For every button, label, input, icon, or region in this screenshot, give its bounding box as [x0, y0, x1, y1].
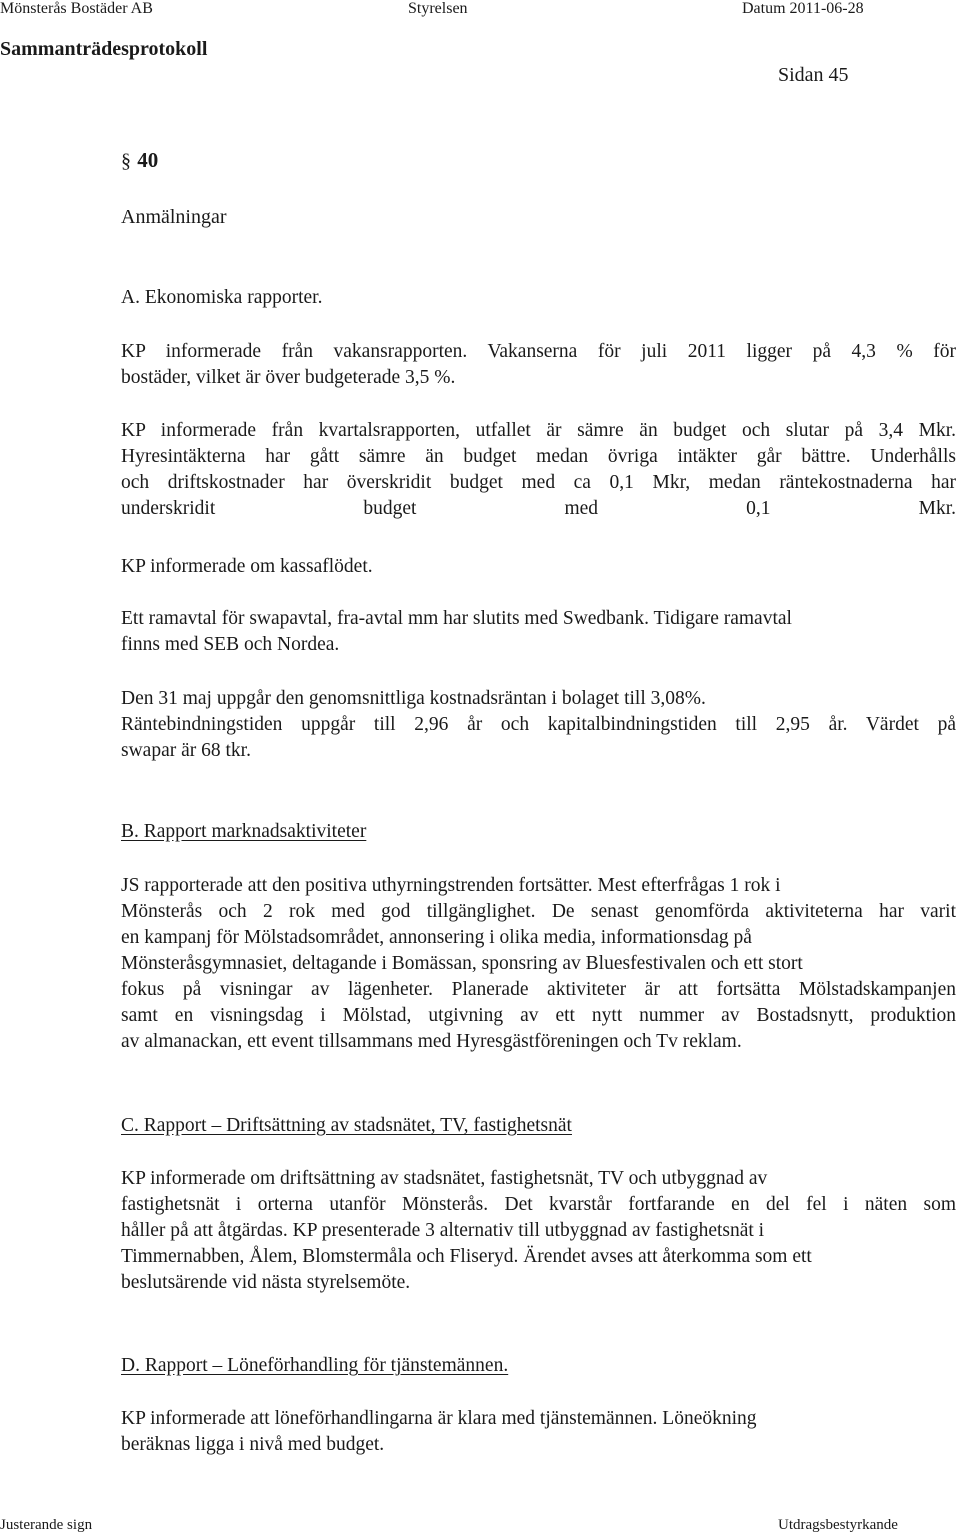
text-line: bostäder, vilket är över budgeterade 3,5 %.	[121, 367, 456, 388]
text-line: beräknas ligga i nivå med budget.	[121, 1434, 385, 1455]
section-a-paragraph-3: KP informerade om kassaflödet.	[121, 556, 373, 577]
text-line: samt en visningsdag i Mölstad, utgivning av ett nytt nummer av Bostadsnytt, produktion	[121, 1005, 956, 1026]
text-line: Den 31 maj uppgår den genomsnittliga kostnadsräntan i bolaget till 3,08%.	[121, 688, 706, 709]
text-line: KP informerade att löneförhandlingarna är klara med tjänstemännen. Löneökning	[121, 1408, 757, 1429]
document-date: Datum 2011-06-28	[742, 0, 864, 17]
paragraph-number-value: 40	[137, 148, 159, 172]
section-a-paragraph-2	[121, 418, 956, 522]
paragraph-number	[121, 148, 158, 173]
section-a-paragraph-4	[121, 606, 956, 658]
section-d-heading-text: D. Rapport – Löneförhandling för tjänstemännen.	[121, 1355, 509, 1376]
section-c-paragraph-1	[121, 1166, 956, 1296]
section-a-paragraph-1	[121, 339, 956, 391]
text-line: Mönsteråsgymnasiet, deltagande i Bomässan, sponsring av Bluesfestivalen och ett stort	[121, 953, 803, 974]
text-line: och driftskostnader har överskridit budget med ca 0,1 Mkr, medan räntekostnaderna har	[121, 472, 956, 493]
text-line: av almanackan, ett event tillsammans med Hyresgästföreningen och Tv reklam.	[121, 1031, 742, 1052]
text-line: fastighetsnät i orterna utanför Mönsterås. Det kvarstår fortfarande en del fel i näten som	[121, 1194, 956, 1215]
footer-justerande-sign: Justerande sign	[0, 1517, 93, 1533]
text-line: fokus på visningar av lägenheter. Planerade aktiviteter är att fortsätta Mölstadskampanjen	[121, 979, 956, 1000]
text-line: Ett ramavtal för swapavtal, fra-avtal mm har slutits med Swedbank. Tidigare ramavtal	[121, 608, 792, 629]
section-b-paragraph-1	[121, 873, 956, 1055]
text-line: beslutsärende vid nästa styrelsemöte.	[121, 1272, 411, 1293]
text-line: underskridit budget med 0,1 Mkr.	[121, 498, 956, 519]
text-line: Mönsterås och 2 rok med god tillgänglighet. De senast genomförda aktiviteterna har varit	[121, 901, 956, 922]
section-c-heading	[121, 1113, 956, 1139]
text-line: Räntebindningstiden uppgår till 2,96 år och kapitalbindningstiden till 2,95 år. Värdet på	[121, 714, 956, 735]
section-c-heading-text: C. Rapport – Driftsättning av stadsnätet, TV, fastighetsnät	[121, 1115, 572, 1136]
section-b-heading-text: B. Rapport marknadsaktiviteter	[121, 821, 367, 842]
section-a-heading: A. Ekonomiska rapporter.	[121, 287, 323, 308]
text-line: Timmernabben, Ålem, Blomstermåla och Fliseryd. Ärendet avses att återkomma som ett	[121, 1246, 812, 1267]
section-b-heading	[121, 819, 956, 845]
text-line: KP informerade från vakansrapporten. Vakanserna för juli 2011 ligger på 4,3 % för	[121, 341, 956, 362]
text-line: JS rapporterade att den positiva uthyrningstrenden fortsätter. Mest efterfrågas 1 rok i	[121, 875, 781, 896]
section-symbol: §	[121, 150, 131, 172]
text-line: KP informerade från kvartalsrapporten, utfallet är sämre än budget och slutar på 3,4 Mkr.	[121, 420, 956, 441]
footer-utdragsbestyrkande: Utdragsbestyrkande	[778, 1517, 898, 1533]
company-name: Mönsterås Bostäder AB	[0, 0, 153, 17]
text-line: finns med SEB och Nordea.	[121, 634, 340, 655]
document-title: Sammanträdesprotokoll	[0, 38, 208, 60]
page-number: Sidan 45	[778, 64, 849, 86]
section-d-heading	[121, 1353, 956, 1379]
text-line: swapar är 68 tkr.	[121, 740, 251, 761]
text-line: KP informerade om driftsättning av stadsnätet, fastighetsnät, TV och utbyggnad av	[121, 1168, 768, 1189]
board-label: Styrelsen	[408, 0, 468, 17]
paragraph-title: Anmälningar	[121, 206, 227, 228]
section-d-paragraph-1	[121, 1406, 956, 1458]
text-line: Hyresintäkterna har gått sämre än budget medan övriga intäkter går bättre. Underhålls	[121, 446, 956, 467]
text-line: håller på att åtgärdas. KP presenterade 3 alternativ till utbyggnad av fastighetsnät i	[121, 1220, 765, 1241]
text-line: en kampanj för Mölstadsområdet, annonsering i olika media, informationsdag på	[121, 927, 752, 948]
section-a-paragraph-5	[121, 686, 956, 764]
